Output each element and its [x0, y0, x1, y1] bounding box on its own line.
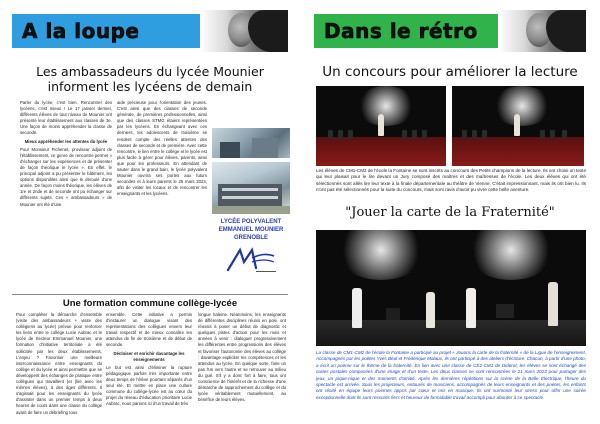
- fraternite-stage-photo: [316, 230, 586, 346]
- fraternite-headline: "Jouer la carte de la Fraternité": [345, 205, 555, 220]
- fraternite-caption: La classe de CM1-CM2 de l'école la Fontaine a participé au projet « Jouons la carte de la fraternité » de la Ligue de l'enseignement. Accompagnés par les poètes Yves Béal et Frédérique Malaux, ils ont participé à des ateliers d'écriture. Chacun, à partir d'une photo, a écrit un poème sur le thème de la fraternité. En lien avec une classe de CE2-CM1 de Diderot, les élèves se sont échangé des cartes postales composées d'une image et d'un texte. Les deux classes se sont rencontrées le 21 mars 2023 pour partager des jeux, un pique-nique et des moments d'amitié. Après les dernières répétitions sur la scène de la Belle Électrique, l'heure du spectacle est arrivée. Sous les projecteurs, entourés de musiciens, accompagnés de leurs enseignants et des poètes, les enfants ont récité en équipe leurs poèmes appris par cœur et mis en musique. Ils ont surmonté leur stress pour offrir une soirée exceptionnelle dont ils sont ressortis fiers et heureux de formidable travail accompli pour aborder à ce spectacle.: [316, 350, 586, 400]
- section-column-3: [198, 312, 286, 405]
- reading-contest-photo-1: [316, 86, 446, 166]
- paragraph: Parler du lycée, c'est bien. Rencontrer des lycéens, c'est mieux ! Le 17 janvier dernier, différents élèves de tout niveau de Mounier ont présenté leur établissement aux classes de 3e. Une façon de moins appréhender la classe de seconde.: [20, 100, 112, 136]
- reading-contest-photo-2: [452, 86, 584, 166]
- banner-title: A la loupe: [22, 19, 140, 43]
- lycee-logo: [222, 244, 280, 276]
- right-page: [300, 0, 600, 424]
- paragraph: Le but est ainsi d'éliminer la rupture pédagogique parfois très importante entre deux temps de l'élève pourtant séparés d'un seul été. Et mettre en place une culture commune du collège-lycée est au cœur du projet du réseau d'éducation prioritaire Lucie Aubrac, nous parions ici d'un travail de très: [106, 364, 192, 407]
- classroom-photo: [212, 128, 290, 158]
- lycee-building-photo: [212, 162, 290, 214]
- paragraph: Pour compléter la démarche d'ensemble (visite des ambassadeurs + visite des collégiens au lycée) prévue pour renforcer les liens entre le collège Lucie Aubrac et le lycée de Secteur Emmanuel Mounier, une formation d'initiative territoriale a été sollicitée par les deux établissements. L'enjeu ? Favoriser une meilleure interconnaissance entre enseignants du collège et du lycée et ainsi permettre que se développent des échanges de pratique entre collègues qui travaillent (et (lire avec les mêmes élèves), à des âges différents. Il s'agissait pour les enseignants du lycée d'assister dans un premier temps à deux heures de cours dans une classe du collège avant de faire un débriefing tous: [16, 312, 102, 415]
- paragraph: aide précieuse pour l'orientation des jeunes. C'est ainsi que des classes de seconde générale, de premières professionnelles, ainsi que des classes STMG étaient représentées par les lycéens. En échangeant avec ces derniers, les adolescents de troisième se rendent compte des réelles attentes des classes de seconde et de première. Avec cette rencontre, le lien entre le collège et le lycée est plus facile à gérer pour élèves, parents, ainsi que pour les professeurs. En attendant de sauter dans le grand bain, le lycée polyvalent Mounier ouvrira ses portes aux futurs secondes et à leurs parents le 25 mars 2023, afin de visiter les locaux et de rencontrer les enseignants et les lycéens.: [117, 100, 207, 197]
- article-headline: Un concours pour améliorer la lecture: [322, 64, 578, 80]
- portrait-illustration: [200, 10, 288, 52]
- portrait-illustration: [498, 10, 586, 52]
- article-column-1: [20, 100, 112, 209]
- lycee-label: LYCÉE POLYVALENT EMMANUEL MOUNIER GRENOBLE: [218, 219, 284, 241]
- section-headline: Une formation commune collège-lycée: [62, 298, 238, 309]
- contest-caption: Les élèves de CM1-CM2 de l'école la Fontaine se sont inscrits au concours des Petits champions de la lecture. Ils ont choisi un texte qui leur plaisait pour le lire devant un Jury composé des maîtres et des maîtresses de l'école. Les deux élèves qui ont été sélectionnés sont allés lire leur texte à la finale départementale au théâtre de Vienne. C'était impressionnant, mais ils ont bien lu. Ils n'ont pas été sélectionnés pour la suite du concours, mais sont ravis d'avoir pu vivre cette belle aventure.: [316, 168, 586, 192]
- section-column-1: [16, 312, 102, 417]
- section-divider: [12, 294, 288, 295]
- section-column-2: [106, 312, 192, 409]
- banner-dans-le-retro: [314, 14, 586, 48]
- article-column-2: [117, 100, 207, 199]
- subheading: Décloiser et enrichir davantage les enseignements: [113, 350, 185, 362]
- banner-a-la-loupe: [12, 14, 288, 48]
- paragraph: Pour Monsieur Pichenet, proviseur adjoint de l'établissement, ce genre de rencontre permet « d'échanger sur les expériences et de présenter de façon théorique le lycée ». En effet, le principal adjoint a pu présenter le bâtiment, les options disponibles ainsi que le déroulé d'une année. De façon moins théorique, les élèves de 1re et 2nde et de seconde ont pu échanger sur différents sujets. Ces « ambassadeurs » de Mounier ont été d'une: [20, 146, 112, 207]
- paragraph: longue haleine. Néanmoins, les enseignants de différentes disciplines réunis en pole, ont réussis à poser un début de diagnostic et quelques pistes d'action pour les mois et années à venir : dialoguer progressivement les différentes entre progressions des élèves et favoriser l'autonomie des élèves au collège : davantage expliciter les compétences et les attendus au lycée. En quelque sorte, faire un pas l'un vers l'autre et se retrouver au milieu du gué. S'il y a donc fort à faire, tous ont conscience de l'intérêt et de la richesse d'une démarche de rapprochement du collège et du lycée véritablement mutuellement, au bénéfice de leurs élèves.: [198, 312, 286, 403]
- banner-title: Dans le rétro: [324, 19, 478, 43]
- article-headline: Les ambassadeurs du lycée Mounier informent les lycéens de demain: [36, 64, 264, 94]
- subheading: Mieux appréhender les attentes du lycée: [24, 138, 108, 144]
- paragraph: ensemble. Cette initiative a permis d'instaurer un dialogue visant des représentations des collègues envers leur travail respectif et de mieux connaître les attendus de fin de troisième et de début de seconde.: [106, 312, 192, 348]
